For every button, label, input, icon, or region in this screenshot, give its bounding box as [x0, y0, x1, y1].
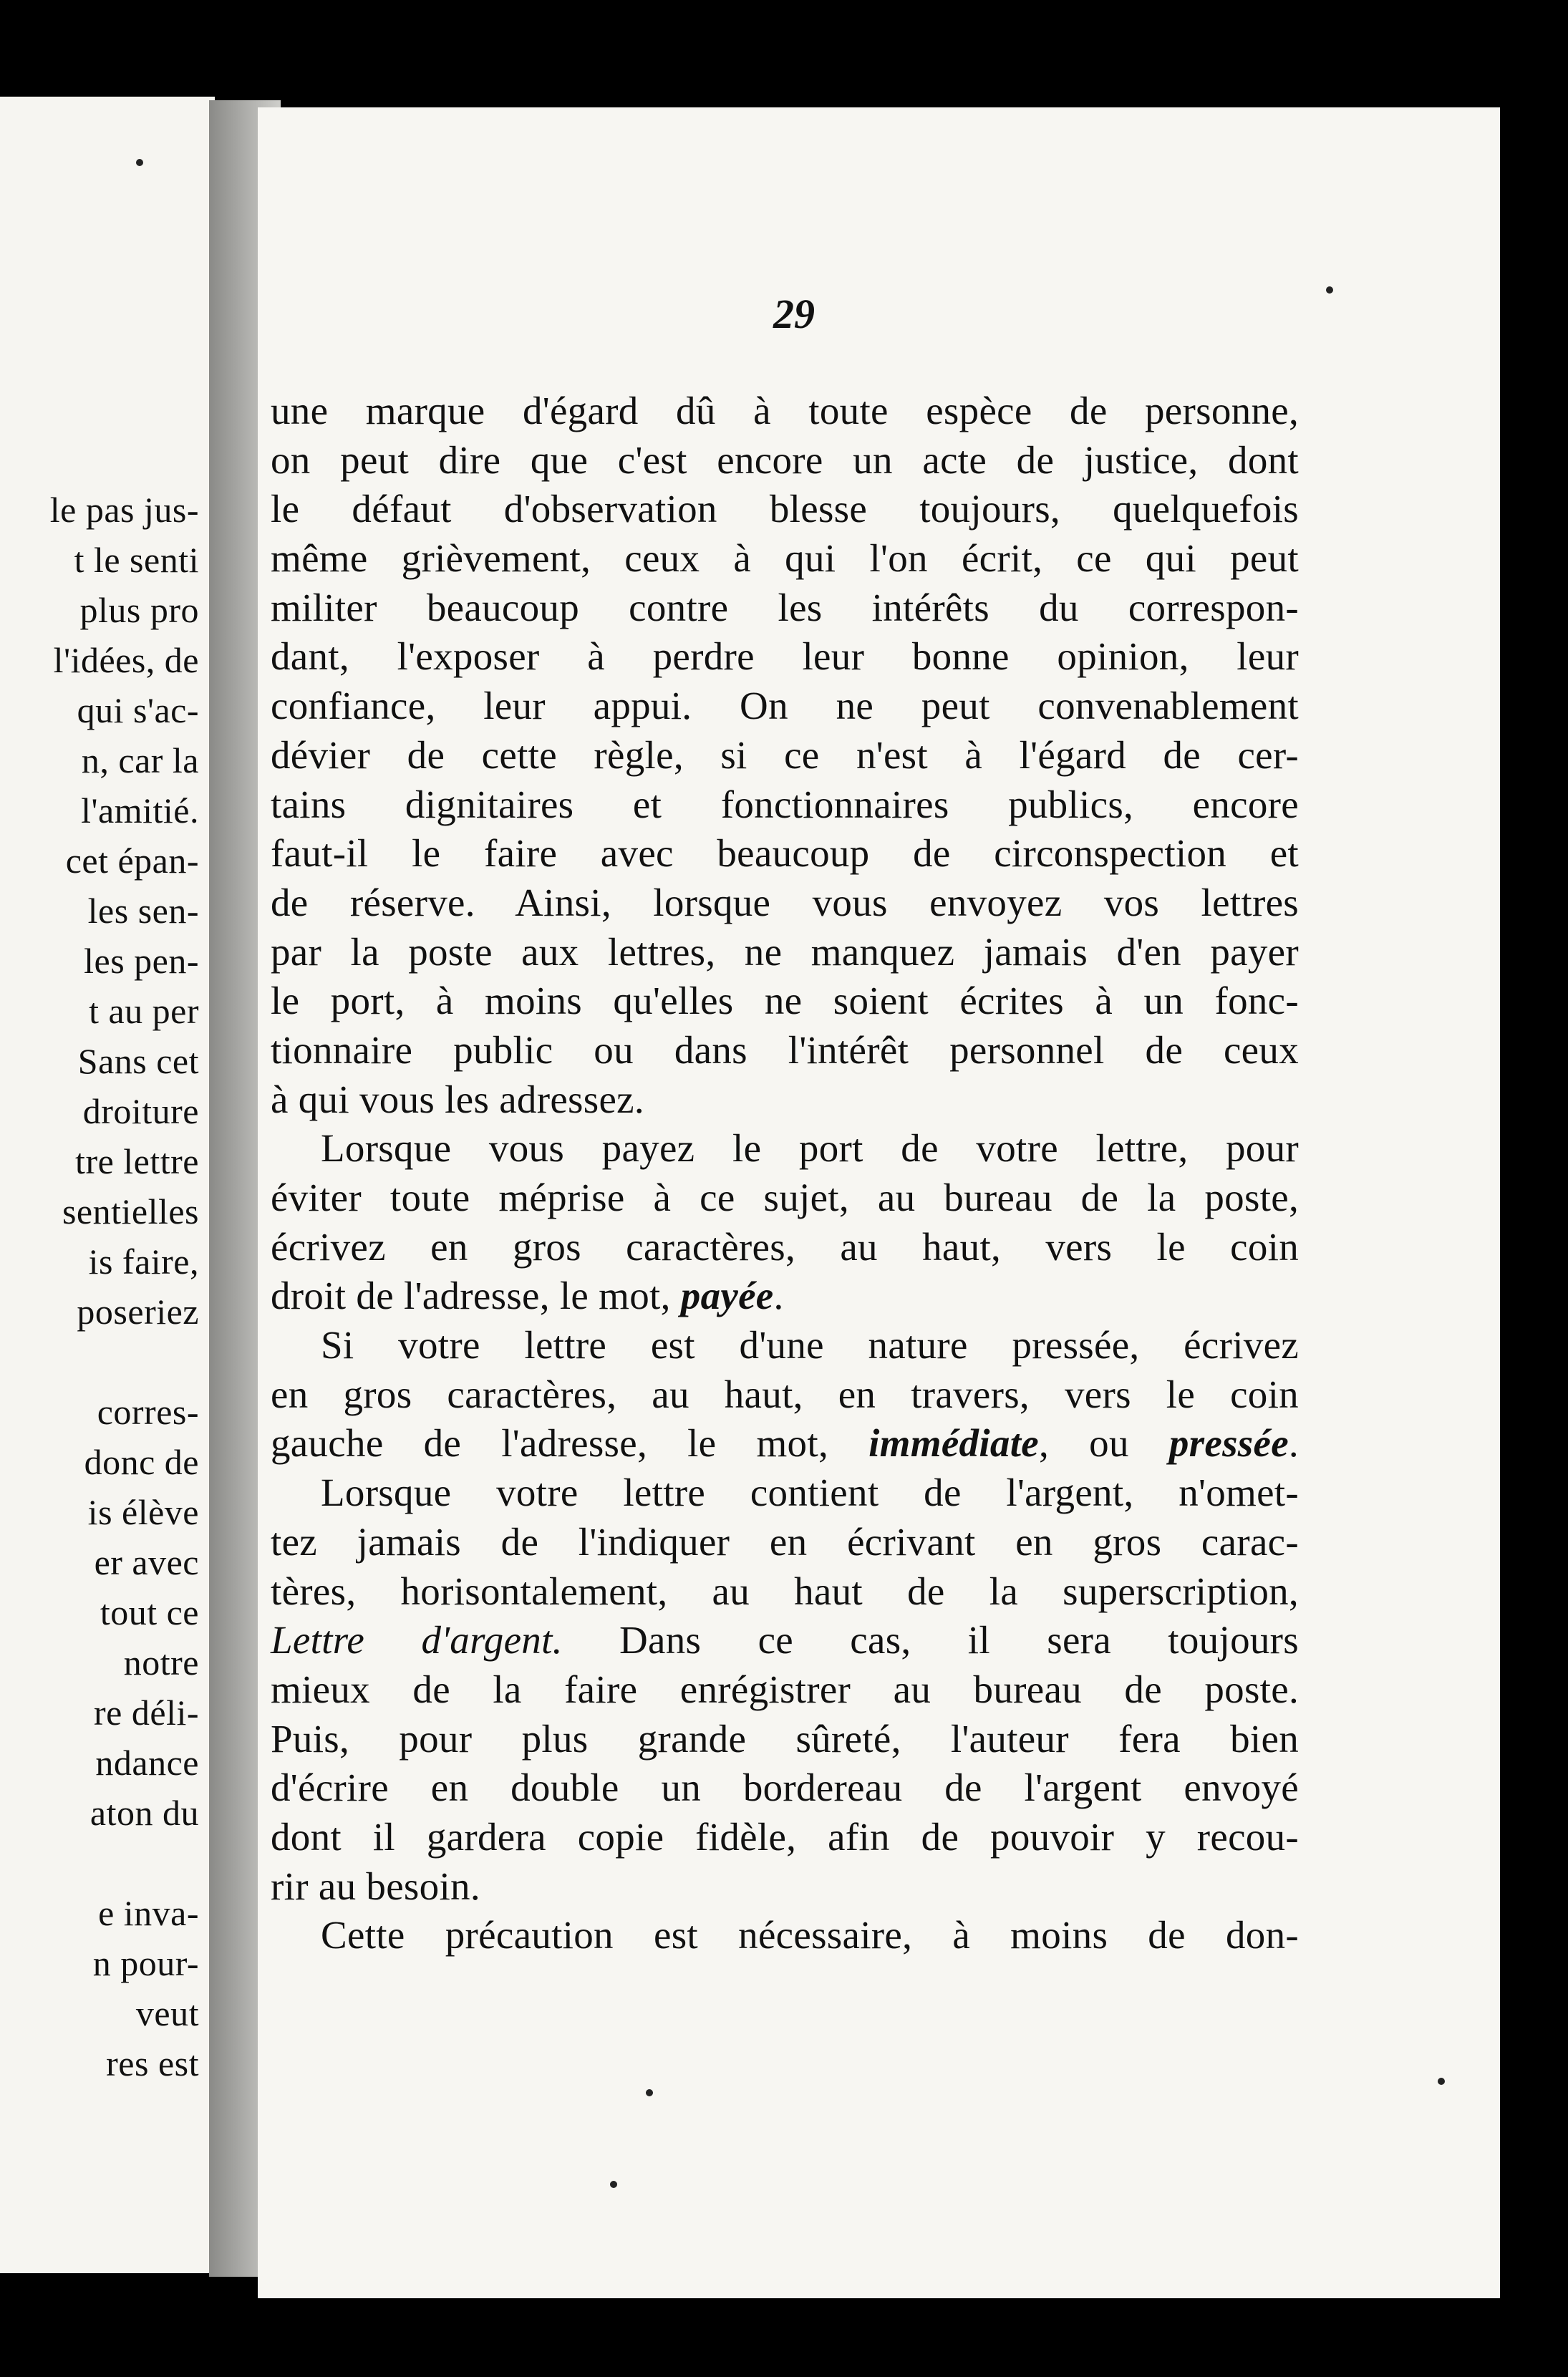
text-line: dont il gardera copie fidèle, afin de pouvoir y recou-	[271, 1814, 1299, 1859]
left-page-fragment: er avec	[94, 1542, 199, 1582]
left-page-fragment: les sen-	[87, 891, 199, 931]
text-line: rir au besoin.	[271, 1864, 480, 1908]
left-page-fragment: corres-	[97, 1392, 199, 1432]
left-page-fragment: ndance	[95, 1743, 199, 1783]
text-line: gauche de l'adresse, le mot, immédiate, ou pressée.	[271, 1421, 1299, 1466]
text-line: de réserve. Ainsi, lorsque vous envoyez vos lettres	[271, 880, 1299, 924]
text-line: dévier de cette règle, si ce n'est à l'égard de cer-	[271, 732, 1299, 777]
left-page-fragment: e inva-	[98, 1893, 199, 1933]
left-page-fragment: cet épan-	[65, 841, 199, 881]
text-line: une marque d'égard dû à toute espèce de personne,	[271, 389, 1299, 432]
emphasis-pressee: pressée	[1168, 1421, 1289, 1466]
left-page-fragment: t au per	[89, 991, 199, 1031]
text-line: tères, horisontalement, au haut de la superscription,	[271, 1569, 1299, 1613]
speck	[1438, 2078, 1445, 2085]
left-page-fragment: le pas jus-	[49, 490, 199, 530]
text-line: écrivez en gros caractères, au haut, vers le coin	[271, 1224, 1299, 1269]
text-line: par la poste aux lettres, ne manquez jamais d'en payer	[271, 929, 1299, 974]
text-span: Dans ce cas, il sera toujours	[619, 1618, 1299, 1662]
text-span: droit de l'adresse, le mot,	[271, 1274, 671, 1318]
left-page-fragment: notre	[123, 1642, 199, 1683]
text-line: éviter toute méprise à ce sujet, au bureau de la poste,	[271, 1176, 1299, 1219]
speck	[1326, 286, 1333, 294]
text-line: droit de l'adresse, le mot, payée.	[271, 1274, 784, 1318]
text-line	[271, 1616, 1299, 1665]
left-page-fragment: re déli-	[94, 1693, 199, 1733]
left-page-fragment: n, car la	[81, 740, 199, 780]
left-page-fragment: les pen-	[84, 941, 199, 981]
text-line: Si votre lettre est d'une nature pressée, écrivez	[321, 1323, 1299, 1367]
left-page-fragment: is élève	[87, 1492, 199, 1532]
text-line: mieux de la faire enrégistrer au bureau de poste.	[271, 1667, 1299, 1711]
text-line: Lorsque vous payez le port de votre lettre, pour	[321, 1126, 1299, 1171]
text-span: ou	[1089, 1421, 1129, 1466]
text-line: confiance, leur appui. On ne peut convenablement	[271, 684, 1299, 728]
left-page-fragment: l'idées, de	[53, 640, 199, 680]
speck	[136, 159, 143, 166]
text-line: tains dignitaires et fonctionnaires publics, encore	[271, 782, 1299, 826]
left-page-fragment: qui s'ac-	[77, 690, 199, 730]
text-line: faut-il le faire avec beaucoup de circonspection et	[271, 831, 1299, 876]
text-line: à qui vous les adressez.	[271, 1077, 644, 1121]
left-page-fragment: res est	[106, 2043, 199, 2083]
text-line: le port, à moins qu'elles ne soient écrites à un fonc-	[271, 979, 1299, 1023]
left-page	[0, 97, 215, 2273]
left-page-fragment: sentielles	[62, 1191, 199, 1231]
text-line: on peut dire que c'est encore un acte de justice, dont	[271, 437, 1299, 482]
left-page-fragment: t le senti	[74, 540, 199, 580]
text-line: Cette précaution est nécessaire, à moins de don-	[321, 1913, 1299, 1957]
text-line: d'écrire en double un bordereau de l'argent envoyé	[271, 1766, 1299, 1810]
left-page-fragment: droiture	[82, 1091, 199, 1131]
left-page-fragment: l'amitié.	[81, 790, 199, 831]
speck	[646, 2089, 653, 2096]
emphasis-immediate: immédiate	[868, 1421, 1040, 1466]
left-page-fragment: aton du	[89, 1793, 199, 1833]
left-page-fragment: is faire,	[88, 1241, 199, 1282]
left-page-fragment: Sans cet	[77, 1041, 199, 1081]
left-page-fragment: donc de	[84, 1442, 199, 1482]
emphasis-lettre-dargent: Lettre d'argent.	[271, 1618, 563, 1662]
text-line: Lorsque votre lettre contient de l'argent, n'omet-	[321, 1471, 1299, 1515]
page-number: 29	[773, 291, 815, 337]
emphasis-payee: payée	[680, 1274, 774, 1318]
left-page-fragment: tre lettre	[75, 1141, 199, 1181]
left-page-fragment: tout ce	[100, 1592, 199, 1632]
left-page-fragment: poseriez	[77, 1292, 199, 1332]
text-line: tionnaire public ou dans l'intérêt personnel de ceux	[271, 1027, 1299, 1072]
text-line: en gros caractères, au haut, en travers, vers le coin	[271, 1372, 1299, 1416]
text-line: dant, l'exposer à perdre leur bonne opinion, leur	[271, 634, 1299, 679]
left-page-fragment: veut	[135, 1993, 199, 2033]
body-text	[271, 387, 1299, 1960]
left-page-fragment: n pour-	[92, 1943, 199, 1983]
speck	[610, 2181, 617, 2188]
text-line: militer beaucoup contre les intérêts du correspon-	[271, 585, 1299, 629]
text-line: Puis, pour plus grande sûreté, l'auteur fera bien	[271, 1716, 1299, 1761]
text-line: même grièvement, ceux à qui l'on écrit, ce qui peut	[271, 536, 1299, 581]
left-page-fragment: plus pro	[79, 590, 199, 630]
text-span: gauche de l'adresse, le mot,	[271, 1421, 828, 1466]
text-line: le défaut d'observation blesse toujours, quelquefois	[271, 487, 1299, 531]
text-line: tez jamais de l'indiquer en écrivant en gros carac-	[271, 1519, 1299, 1564]
